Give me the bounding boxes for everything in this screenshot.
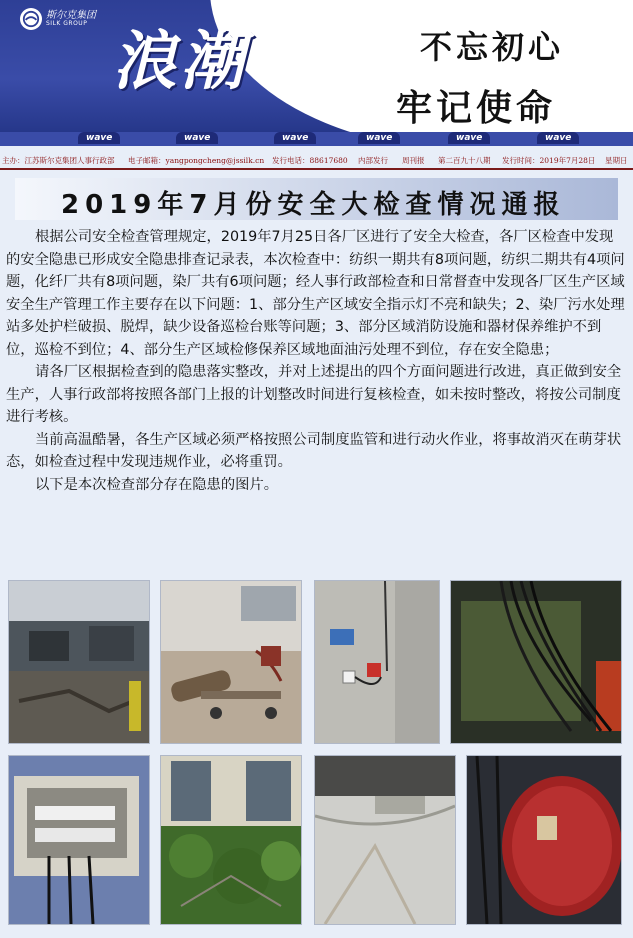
cable-bundle-photo <box>450 580 622 744</box>
wave-label: wave <box>176 132 218 144</box>
article-paragraph: 当前高温酷暑，各生产区域必须严格按照公司制度监管和进行动火作业，将事故消灭在萌芽状态，如检查过程中发现违规作业，必将重罚。 <box>6 431 622 470</box>
slogan-line-2: 牢记使命 <box>396 87 557 129</box>
wave-label: wave <box>274 132 316 144</box>
date-text: 发行时间：2019年7月28日 <box>502 156 596 165</box>
slogan-line-1: 不忘初心 <box>420 28 565 66</box>
wave-label: wave <box>358 132 400 144</box>
red-panel-photo <box>466 755 622 925</box>
article-paragraph: 请各厂区根据检查到的隐患落实整改，并对上述提出的四个方面问题进行改进，真正做到安全生产，人事行政部将按照各部门上报的计划整改时间进行复核检查，如未按时整改，将按公司制度进行考核。 <box>6 364 622 425</box>
company-logo <box>20 8 96 30</box>
publication-info-bar <box>0 150 633 170</box>
workshop-floor-photo <box>8 580 150 744</box>
frequency-text: 周刊报 <box>402 156 425 165</box>
electrical-box-photo <box>8 755 150 925</box>
article-headline: 2019年7月份安全大检查情况通报 <box>61 190 566 220</box>
logo-english-name: SILK GROUP <box>46 20 88 27</box>
article-headline-banner <box>15 178 618 220</box>
distribution-text: 内部发行 <box>358 156 388 165</box>
article-paragraph: 以下是本次检查部分存在隐患的图片。 <box>35 476 279 493</box>
welding-cart-photo <box>160 580 302 744</box>
wave-bar <box>0 132 633 146</box>
issue-text: 第二百九十八期 <box>438 156 491 165</box>
weekday-text: 星期日 <box>605 156 628 165</box>
article-body <box>6 226 627 496</box>
wave-label: wave <box>537 132 579 144</box>
newspaper-title: 浪潮 <box>112 24 248 99</box>
phone-text: 发行电话：88617680 <box>272 156 348 165</box>
logo-icon <box>20 8 42 30</box>
article-paragraph: 根据公司安全检查管理规定，2019年7月25日各厂区进行了安全大检查，各厂区检查中发现的安全隐患已形成安全隐患排查记录表，本次检查中：纺织一期共有8项问题，纺织二期共有4项问题，化纤厂共有8项问题，染厂共有6项问题；经人事行政部检查和日常督查中发现各厂区生产区域安全生产管理工作主要存在以下问题：1、部分生产区域安全指示灯不亮和缺失；2、染厂污水处理站多处护栏破损、脱焊，缺少设备巡检台账等问题；3、部分区域消防设施和器材保养维护不到位，巡检不到位；4、部分生产区域检修保养区域地面油污处理不到位，存在安全隐患； <box>6 229 625 358</box>
logo-chinese-name: 斯尔克集团 <box>46 10 96 21</box>
overgrown-yard-photo <box>160 755 302 925</box>
masthead <box>0 0 633 146</box>
email-text: 电子邮箱：yangpongcheng@jssilk.cn <box>128 156 265 165</box>
wave-label: wave <box>448 132 490 144</box>
wave-label: wave <box>78 132 120 144</box>
pipe-floor-photo <box>314 755 456 925</box>
sponsor-text: 主办：江苏斯尔克集团人事行政部 <box>2 156 115 165</box>
wall-socket-photo <box>314 580 440 744</box>
